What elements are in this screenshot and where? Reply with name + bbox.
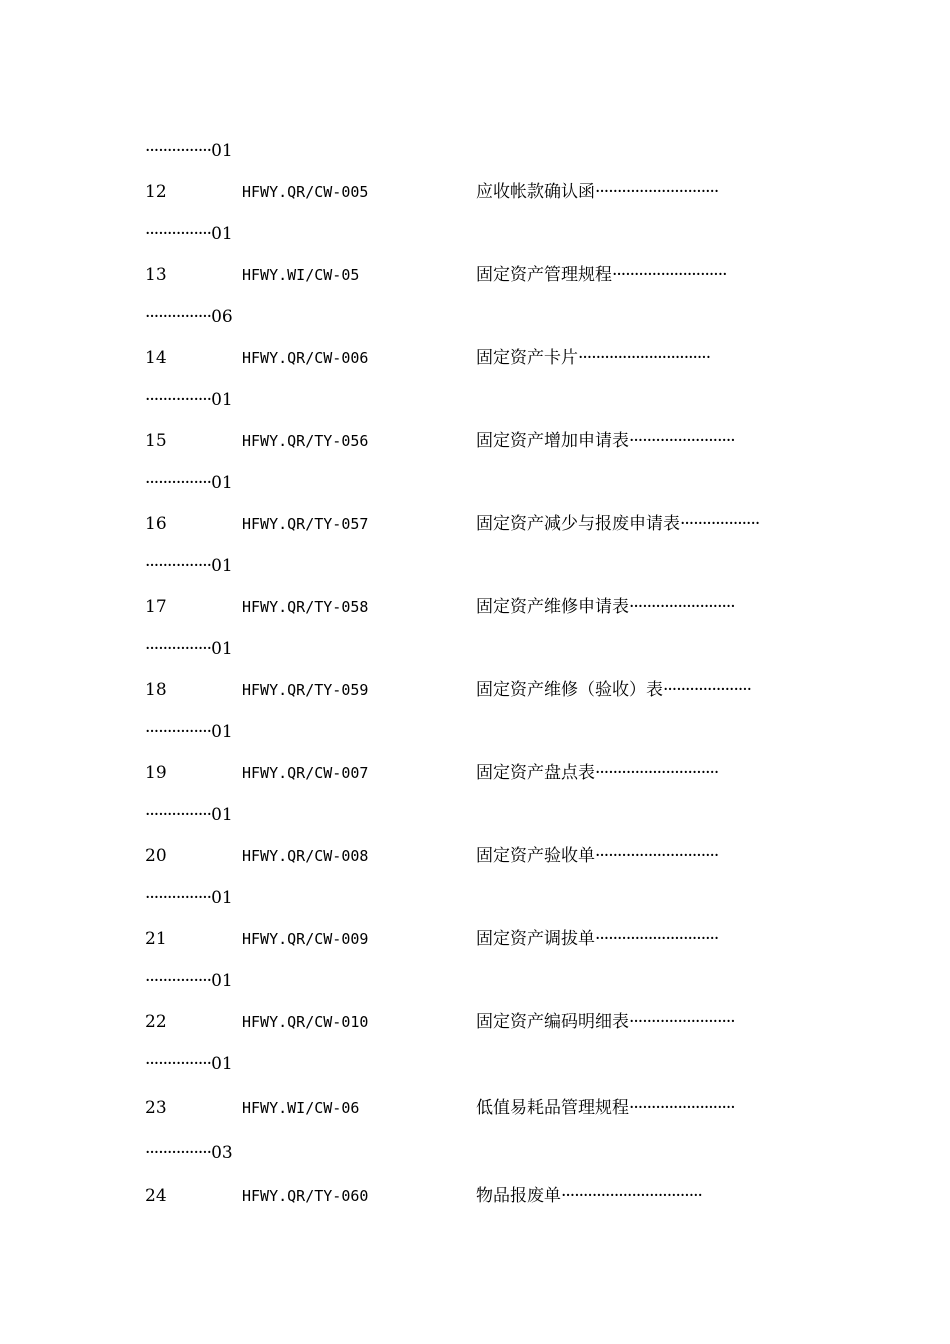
- leader-dots: ··························: [612, 265, 727, 285]
- document-code: HFWY.QR/TY-056: [242, 432, 369, 450]
- entry-number: 23: [145, 1098, 167, 1118]
- document-code: HFWY.QR/TY-057: [242, 515, 369, 533]
- page-number: 01: [211, 1054, 233, 1074]
- leader-dots: ······························: [578, 348, 711, 368]
- document-code: HFWY.WI/CW-06: [242, 1099, 360, 1117]
- page-number: 01: [211, 473, 233, 493]
- toc-entry: [0, 927, 950, 951]
- page-number: 01: [211, 888, 233, 908]
- page-number: 01: [211, 556, 233, 576]
- leader-dots: ····························: [595, 846, 719, 866]
- entry-number: 15: [145, 431, 167, 451]
- document-code: HFWY.QR/TY-059: [242, 681, 369, 699]
- entry-title: 固定资产验收单: [476, 846, 595, 866]
- leader-dots: ···············: [145, 224, 212, 244]
- entry-title: 固定资产维修申请表: [476, 597, 629, 617]
- entry-number: 12: [145, 182, 167, 202]
- leader-dots: ····························: [595, 763, 719, 783]
- page-number: 01: [211, 639, 233, 659]
- page-number: 01: [211, 971, 233, 991]
- leader-dots: ····························: [595, 929, 719, 949]
- toc-entry: [0, 512, 950, 536]
- continuation-line: [0, 969, 950, 993]
- leader-dots: ································: [561, 1186, 702, 1206]
- entry-title: 低值易耗品管理规程: [476, 1098, 629, 1118]
- continuation-line: [0, 471, 950, 495]
- leader-dots: ···············: [145, 722, 212, 742]
- entry-title: 应收帐款确认函: [476, 182, 595, 202]
- document-code: HFWY.WI/CW-05: [242, 266, 360, 284]
- page-number: 01: [211, 141, 233, 161]
- entry-number: 19: [145, 763, 167, 783]
- continuation-line: [0, 388, 950, 412]
- entry-number: 21: [145, 929, 167, 949]
- toc-entry: [0, 1096, 950, 1120]
- leader-dots: ························: [629, 1012, 735, 1032]
- leader-dots: ························: [629, 431, 735, 451]
- continuation-line: [0, 886, 950, 910]
- leader-dots: ···············: [145, 556, 212, 576]
- leader-dots: ···············: [145, 141, 212, 161]
- entry-title: 固定资产卡片: [476, 348, 578, 368]
- page-number: 01: [211, 722, 233, 742]
- toc-entry: [0, 263, 950, 287]
- toc-entry: [0, 678, 950, 702]
- entry-number: 20: [145, 846, 167, 866]
- entry-title: 物品报废单: [476, 1186, 561, 1206]
- continuation-line: [0, 305, 950, 329]
- entry-number: 13: [145, 265, 167, 285]
- entry-title: 固定资产盘点表: [476, 763, 595, 783]
- entry-title: 固定资产编码明细表: [476, 1012, 629, 1032]
- toc-entry: [0, 844, 950, 868]
- leader-dots: ···············: [145, 1143, 212, 1163]
- leader-dots: ···············: [145, 390, 212, 410]
- continuation-line: [0, 139, 950, 163]
- toc-entry: [0, 346, 950, 370]
- leader-dots: ···············: [145, 805, 212, 825]
- toc-entry: [0, 761, 950, 785]
- leader-dots: ························: [629, 1098, 735, 1118]
- document-code: HFWY.QR/CW-006: [242, 349, 369, 367]
- leader-dots: ························: [629, 597, 735, 617]
- entry-title: 固定资产减少与报废申请表: [476, 514, 680, 534]
- entry-title: 固定资产增加申请表: [476, 431, 629, 451]
- page-number: 01: [211, 224, 233, 244]
- leader-dots: ···············: [145, 473, 212, 493]
- leader-dots: ···············: [145, 888, 212, 908]
- document-code: HFWY.QR/CW-009: [242, 930, 369, 948]
- toc-entry: [0, 1184, 950, 1208]
- page-number: 03: [211, 1143, 233, 1163]
- document-code: HFWY.QR/CW-008: [242, 847, 369, 865]
- page-number: 01: [211, 390, 233, 410]
- entry-number: 14: [145, 348, 167, 368]
- entry-number: 16: [145, 514, 167, 534]
- page-number: 06: [211, 307, 233, 327]
- document-code: HFWY.QR/TY-060: [242, 1187, 369, 1205]
- leader-dots: ····························: [595, 182, 719, 202]
- toc-entry: [0, 180, 950, 204]
- continuation-line: [0, 637, 950, 661]
- entry-number: 18: [145, 680, 167, 700]
- continuation-line: [0, 803, 950, 827]
- leader-dots: ···············: [145, 971, 212, 991]
- toc-entry: [0, 1010, 950, 1034]
- entry-title: 固定资产维修（验收）表: [476, 680, 663, 700]
- document-code: HFWY.QR/CW-005: [242, 183, 369, 201]
- entry-number: 24: [145, 1186, 167, 1206]
- continuation-line: [0, 1141, 950, 1165]
- page-number: 01: [211, 805, 233, 825]
- document-code: HFWY.QR/TY-058: [242, 598, 369, 616]
- leader-dots: ···············: [145, 307, 212, 327]
- continuation-line: [0, 554, 950, 578]
- leader-dots: ···············: [145, 1054, 212, 1074]
- entry-title: 固定资产调拔单: [476, 929, 595, 949]
- document-code: HFWY.QR/CW-007: [242, 764, 369, 782]
- leader-dots: ···············: [145, 639, 212, 659]
- toc-entry: [0, 429, 950, 453]
- continuation-line: [0, 222, 950, 246]
- entry-title: 固定资产管理规程: [476, 265, 612, 285]
- entry-number: 22: [145, 1012, 167, 1032]
- document-code: HFWY.QR/CW-010: [242, 1013, 369, 1031]
- continuation-line: [0, 1052, 950, 1076]
- continuation-line: [0, 720, 950, 744]
- toc-entry: [0, 595, 950, 619]
- leader-dots: ··················: [680, 514, 760, 534]
- leader-dots: ····················: [663, 680, 752, 700]
- entry-number: 17: [145, 597, 167, 617]
